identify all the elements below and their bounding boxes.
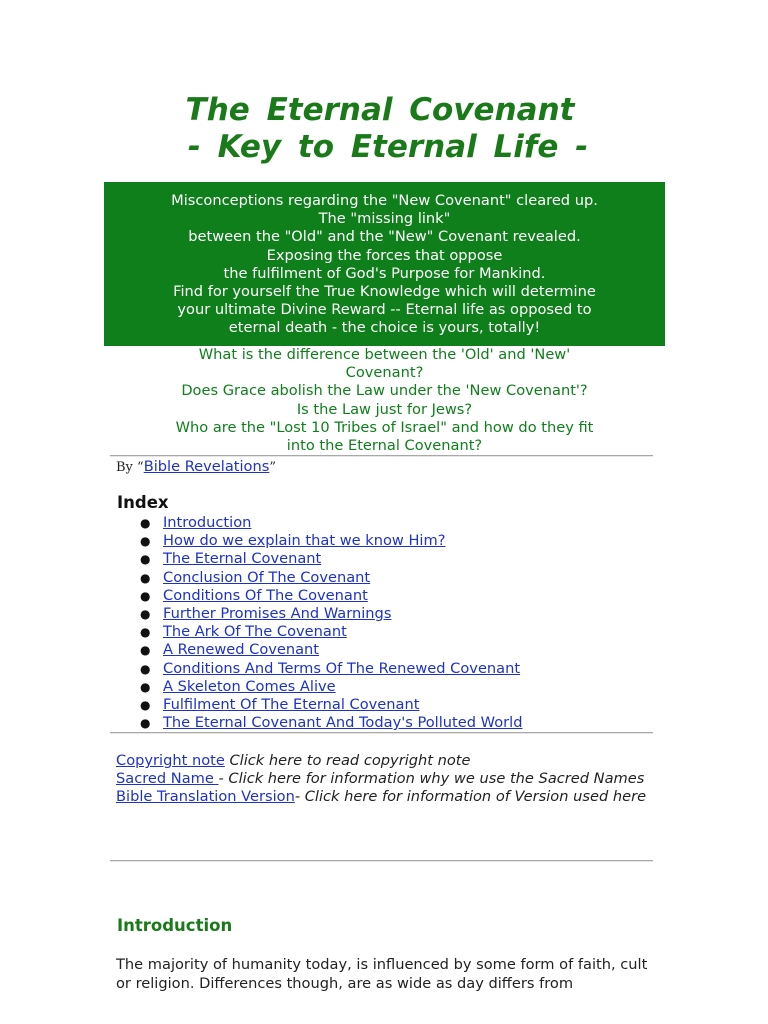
summary-line: The "missing link" xyxy=(318,210,451,228)
introduction-heading: Introduction xyxy=(117,916,233,935)
index-heading: Index xyxy=(117,493,169,512)
translation-version-link[interactable]: Bible Translation Version xyxy=(116,788,295,806)
summary-line: between the "Old" and the "New" Covenant revealed. xyxy=(188,228,581,246)
bullet-icon: ● xyxy=(140,588,151,603)
bullet-icon: ● xyxy=(140,570,151,585)
divider xyxy=(110,455,653,457)
toc-link-introduction[interactable]: Introduction xyxy=(163,514,252,531)
table-of-contents xyxy=(117,514,522,732)
sacred-name-link[interactable]: Sacred Name xyxy=(116,770,219,788)
summary-line: Misconceptions regarding the "New Covenant" cleared up. xyxy=(171,192,598,209)
sacred-name-desc: - Click here for information why we use the Sacred Names xyxy=(218,770,645,788)
summary-line: Exposing the forces that oppose xyxy=(266,246,503,264)
introduction-paragraph: The majority of humanity today, is influenced by some form of faith, cult or religion. Differences though, are as wide as day differs from xyxy=(116,956,648,992)
toc-item xyxy=(117,678,522,696)
toc-link-know-him[interactable]: How do we explain that we know Him? xyxy=(163,532,446,550)
question-line: What is the difference between the 'Old' and 'New' xyxy=(198,346,571,363)
toc-link-conditions[interactable]: Conditions Of The Covenant xyxy=(163,586,368,604)
summary-line: eternal death - the choice is yours, totally! xyxy=(228,319,541,337)
toc-link-conclusion[interactable]: Conclusion Of The Covenant xyxy=(163,568,371,586)
toc-item xyxy=(117,550,522,568)
question-line: Who are the "Lost 10 Tribes of Israel" and how do they fit xyxy=(175,418,594,436)
byline-prefix: By “ xyxy=(116,460,144,475)
divider xyxy=(110,732,653,734)
copyright-note xyxy=(116,752,656,770)
toc-item xyxy=(117,605,522,623)
toc-link-polluted-world[interactable]: The Eternal Covenant And Today's Polluted World xyxy=(163,714,523,732)
toc-link-renewed[interactable]: A Renewed Covenant xyxy=(163,641,320,659)
version-desc: - Click here for information of Version used here xyxy=(294,788,647,806)
bullet-icon: ● xyxy=(140,697,151,712)
toc-item xyxy=(117,714,522,732)
toc-item xyxy=(117,514,522,532)
bullet-icon: ● xyxy=(140,643,151,658)
sacred-name-note xyxy=(116,770,656,788)
toc-item xyxy=(117,569,522,587)
question-line: into the Eternal Covenant? xyxy=(286,437,483,455)
copyright-desc: Click here to read copyright note xyxy=(224,752,471,769)
bullet-icon: ● xyxy=(140,516,151,530)
bullet-icon: ● xyxy=(140,552,151,567)
summary-line: your ultimate Divine Reward -- Eternal life as opposed to xyxy=(177,301,592,319)
byline-suffix: ” xyxy=(269,460,276,475)
toc-item xyxy=(117,532,522,550)
toc-link-skeleton[interactable]: A Skeleton Comes Alive xyxy=(163,677,336,695)
bullet-icon: ● xyxy=(140,606,151,621)
question-line: Is the Law just for Jews? xyxy=(296,400,473,418)
bullet-icon: ● xyxy=(140,679,151,694)
copyright-link[interactable]: Copyright note xyxy=(116,752,225,769)
key-questions xyxy=(104,346,665,455)
toc-link-eternal-covenant[interactable]: The Eternal Covenant xyxy=(163,550,322,568)
summary-box xyxy=(104,182,665,346)
toc-item xyxy=(117,587,522,605)
toc-link-ark[interactable]: The Ark Of The Covenant xyxy=(163,623,347,641)
toc-item xyxy=(117,696,522,714)
byline xyxy=(116,458,276,475)
question-line: Does Grace abolish the Law under the 'New Covenant'? xyxy=(181,382,588,400)
toc-link-promises[interactable]: Further Promises And Warnings xyxy=(163,604,392,622)
notes-section xyxy=(116,752,656,807)
bullet-icon: ● xyxy=(140,534,151,549)
question-line: Covenant? xyxy=(345,364,424,382)
toc-item xyxy=(117,660,522,678)
bullet-icon: ● xyxy=(140,716,151,731)
page-subtitle: - Key to Eternal Life - xyxy=(187,129,589,165)
toc-link-fulfilment[interactable]: Fulfilment Of The Eternal Covenant xyxy=(163,695,420,713)
toc-item xyxy=(117,623,522,641)
toc-link-renewed-terms[interactable]: Conditions And Terms Of The Renewed Covenant xyxy=(163,659,521,677)
summary-line: Find for yourself the True Knowledge which will determine xyxy=(173,283,596,301)
bullet-icon: ● xyxy=(140,661,151,676)
toc-item xyxy=(117,641,522,659)
divider xyxy=(110,860,653,862)
bullet-icon: ● xyxy=(140,625,151,640)
version-note xyxy=(116,788,656,806)
summary-line: the fulfilment of God's Purpose for Mankind. xyxy=(223,264,546,282)
page-title: The Eternal Covenant xyxy=(185,92,575,128)
author-link[interactable]: Bible Revelations xyxy=(143,458,270,475)
